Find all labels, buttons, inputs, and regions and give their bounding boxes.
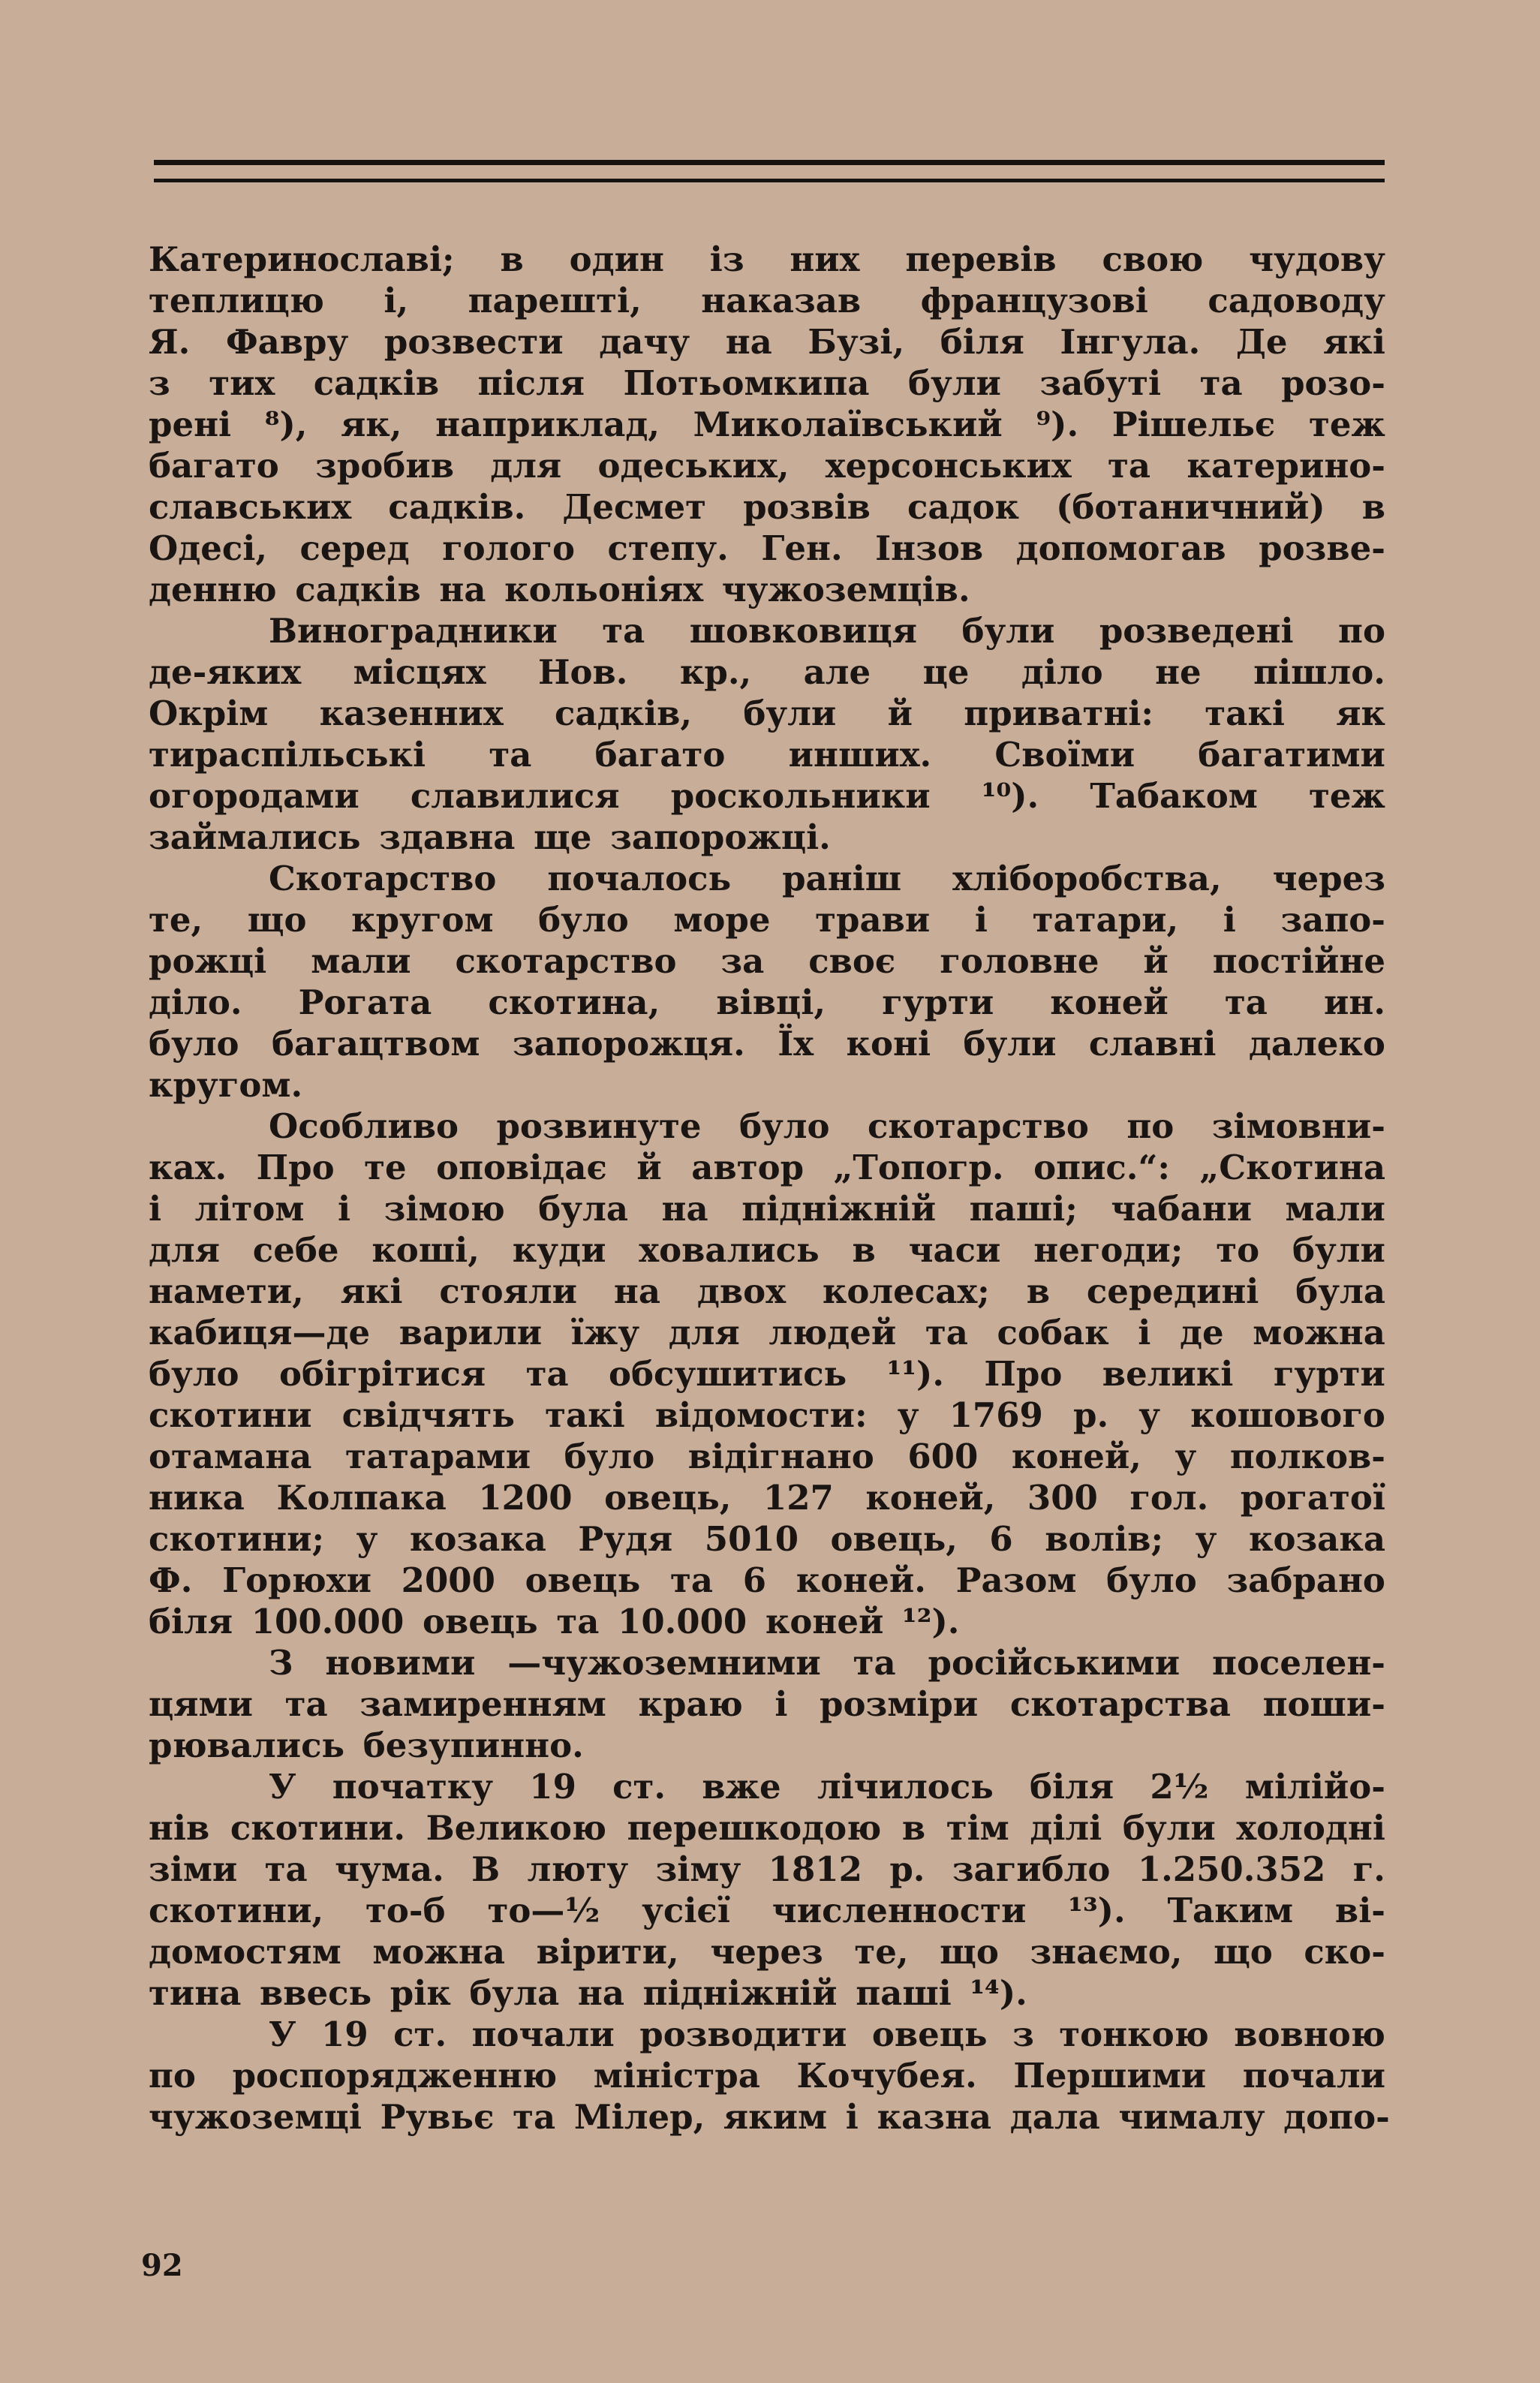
paragraph (149, 1766, 1385, 2014)
text-line: ках. Про те оповідає й автор „Топогр. опис.“: „Скотина (149, 1148, 1385, 1187)
text-line: отамана татарами було відігнано 600 коней, у полков- (149, 1437, 1385, 1476)
text-line: і літом і зімою була на підніжній паші; чабани мали (149, 1189, 1385, 1229)
header-rule-bottom (154, 179, 1385, 182)
text-line: те, що кругом було море трави і татари, і запо- (149, 900, 1385, 940)
text-line: Скотарство почалось раніш хліборобства, через (269, 859, 1385, 898)
text-line: зіми та чума. В люту зіму 1812 р. загибло 1.250.352 г. (149, 1849, 1385, 1889)
text-line: Я. Фавру розвести дачу на Бузі, біля Інгула. Де які (149, 322, 1385, 362)
text-line: тираспільські та багато инших. Своїми багатими (149, 735, 1385, 775)
text-line: Катеринославі; в один із них перевів свою чудову (149, 239, 1385, 279)
text-line: З новими —чужоземними та російськими поселен- (269, 1643, 1385, 1683)
text-line: нів скотини. Великою перешкодою в тім ділі були холодні (149, 1808, 1385, 1848)
text-line: денню садків на кольоніях чужоземців. (149, 570, 970, 609)
text-line: біля 100.000 овець та 10.000 коней ¹²). (149, 1602, 960, 1641)
text-line: Особливо розвинуте було скотарство по зімовни- (269, 1106, 1385, 1146)
text-line: по роспорядженню міністра Кочубея. Першими почали (149, 2056, 1385, 2096)
page-text (149, 239, 1390, 2138)
text-line: з тих садків після Потьомкипа були забуті та розо- (149, 363, 1385, 403)
text-line: чужоземці Рувьє та Мілер, яким і казна дала чималу допо- (149, 2097, 1390, 2137)
text-line: займались здавна ще запорожці. (149, 817, 831, 857)
header-rule-top (154, 160, 1385, 165)
paragraph (149, 1642, 1385, 1766)
text-line: діло. Рогата скотина, вівці, гурти коней та ин. (149, 982, 1385, 1022)
text-line: для себе коші, куди ховались в часи негоди; то були (149, 1230, 1385, 1270)
paragraph (149, 2014, 1390, 2138)
text-line: скотини; у козака Рудя 5010 овець, 6 волів; у козака (149, 1519, 1385, 1559)
text-line: У 19 ст. почали розводити овець з тонкою вовною (269, 2014, 1385, 2054)
text-line: кабиця—де варили їжу для людей та собак і де можна (149, 1313, 1385, 1352)
text-line: У початку 19 ст. вже лічилось біля 2½ мілійо- (269, 1767, 1385, 1807)
text-line: домостям можна вірити, через те, що знаємо, що ско- (149, 1932, 1385, 1972)
text-line: рювались безупинно. (149, 1726, 584, 1765)
text-line: було обігрітися та обсушитись ¹¹). Про великі гурти (149, 1354, 1385, 1394)
paragraph (149, 1106, 1385, 1642)
text-line: тина ввесь рік була на підніжній паші ¹⁴). (149, 1973, 1027, 2013)
text-line: рожці мали скотарство за своє головне й постійне (149, 941, 1385, 981)
paragraph (149, 610, 1385, 858)
text-line: багато зробив для одеських, херсонських та катерино- (149, 446, 1385, 486)
text-line: цями та замиренням краю і розміри скотарства поши- (149, 1684, 1385, 1724)
text-line: скотини свідчять такі відомости: у 1769 р. у кошового (149, 1395, 1385, 1435)
text-line: Окрім казенних садків, були й приватні: такі як (149, 694, 1385, 733)
text-line: Виноградники та шовковиця були розведені по (269, 611, 1385, 651)
text-line: скотини, то-б то—½ усієї численности ¹³). Таким ві- (149, 1891, 1385, 1930)
paragraph (149, 858, 1385, 1106)
text-line: Одесі, серед голого степу. Ген. Інзов допомогав розве- (149, 528, 1385, 568)
text-line: Ф. Горюхи 2000 овець та 6 коней. Разом було забрано (149, 1560, 1385, 1600)
text-line: рені ⁸), як, наприклад, Миколаївський ⁹). Рішельє теж (149, 405, 1385, 444)
text-line: огородами славилися роскольники ¹⁰). Табаком теж (149, 776, 1385, 816)
text-line: де-яких місцях Нов. кр., але це діло не пішло. (149, 652, 1385, 692)
text-line: славських садків. Десмет розвів садок (ботаничний) в (149, 487, 1385, 527)
text-line: ника Колпака 1200 овець, 127 коней, 300 гол. рогатої (149, 1478, 1385, 1518)
text-line: було багацтвом запорожця. Їх коні були славні далеко (149, 1024, 1385, 1064)
text-line: теплицю і, парешті, наказав французові садоводу (149, 281, 1385, 320)
page-number: 92 (141, 2248, 183, 2283)
paragraph (149, 239, 1385, 610)
text-line: кругом. (149, 1065, 303, 1105)
text-line: намети, які стояли на двох колесах; в середині була (149, 1271, 1385, 1311)
